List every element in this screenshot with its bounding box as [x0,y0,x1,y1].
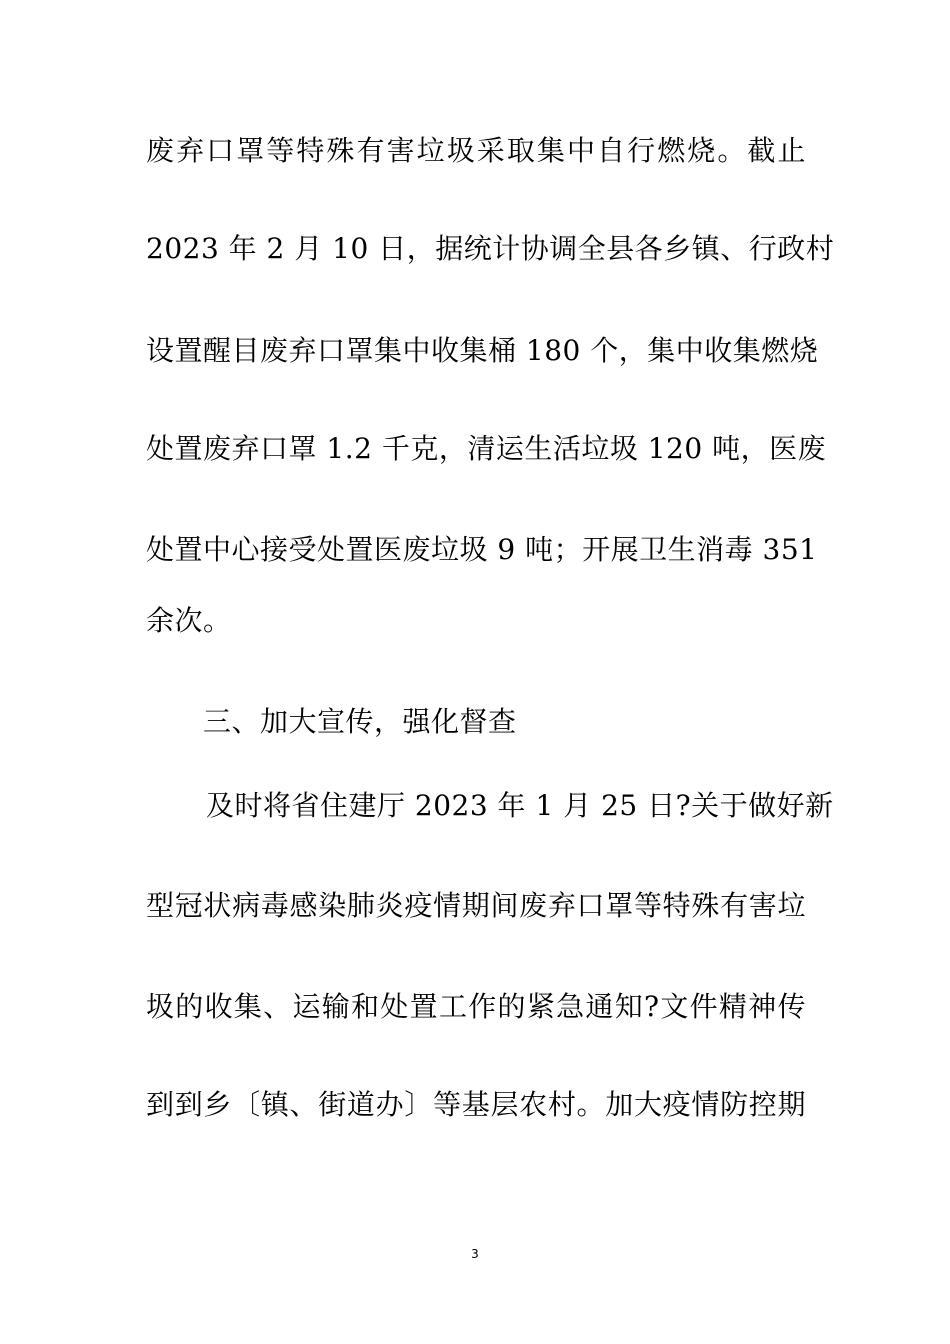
paragraph-1-line-1: 废弃口罩等特殊有害垃圾采取集中自行燃烧。截止 [146,134,806,167]
paragraph-2-line-4: 到到乡〔镇、街道办〕等基层农村。加大疫情防控期 [146,1088,806,1121]
paragraph-1-line-3: 设置醒目废弃口罩集中收集桶 180 个，集中收集燃烧 [146,334,819,367]
paragraph-2-line-2: 型冠状病毒感染肺炎疫情期间废弃口罩等特殊有害垃 [146,889,806,922]
page-number: 3 [471,1247,479,1261]
paragraph-1-line-6: 余次。 [146,604,232,637]
paragraph-1-line-5: 处置中心接受处置医废垃圾 9 吨；开展卫生消毒 351 [146,533,818,566]
paragraph-1-line-2: 2023 年 2 月 10 日，据统计协调全县各乡镇、行政村 [146,232,835,265]
paragraph-2-line-3: 圾的收集、运输和处置工作的紧急通知?文件精神传 [146,990,806,1023]
section-heading: 三、加大宣传，强化督查 [203,705,517,738]
paragraph-2-line-1: 及时将省住建厅 2023 年 1 月 25 日?关于做好新 [206,789,834,822]
paragraph-1-line-4: 处置废弃口罩 1.2 千克，清运生活垃圾 120 吨，医废 [146,432,827,465]
